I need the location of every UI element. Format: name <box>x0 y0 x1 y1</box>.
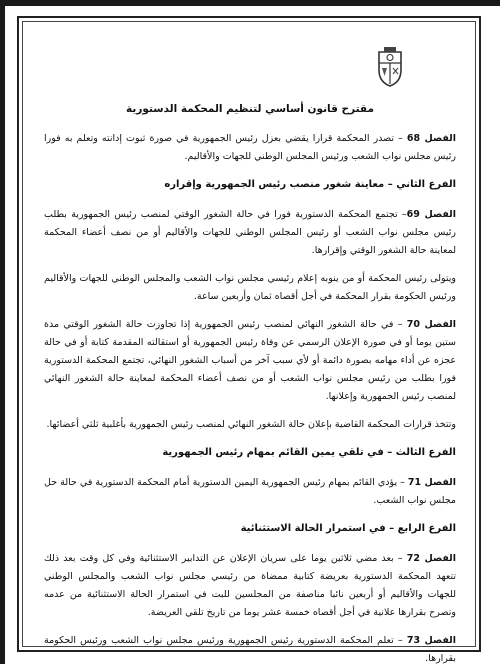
paragraph-text: – في حالة الشغور النهائي لمنصب رئيس الجمهورية إذا تجاوزت حالة الشغور الوقتي مدة ستين يوما أو في صورة الإعلان الرسمي عن وفاة رئيس الجمهورية أو استقالته المقدمة كتابة أو في حالة عجزه عن أداء مهامه بصورة دائمة أو لأي سبب آخر من أسباب الشغور النهائي، تجتمع المحكمة الدستورية فورا بطلب من رئيس مجلس نواب الشعب أو من نصف أعضاء المحكمة لمعاينة حالة الشغور النهائي لمنصب رئيس الجمهورية وإعلانها. <box>44 319 456 402</box>
article-paragraph <box>44 206 456 260</box>
scan-edge-top <box>0 0 500 6</box>
article-label: الفصل 69 <box>406 209 456 220</box>
paragraph-text: – تصدر المحكمة قرارا يقضي بعزل رئيس الجمهورية في صورة ثبوت إدانته وتعلم به فورا رئيس مجلس نواب الشعب ورئيس المجلس الوطني للجهات والأقاليم. <box>44 133 456 162</box>
paragraph <box>44 270 456 306</box>
article-label: الفصل 70 <box>406 319 457 330</box>
article-label: الفصل 71 <box>407 477 456 488</box>
document-blocks <box>44 130 456 664</box>
document-title: مقترح قانون أساسي لتنظيم المحكمة الدستورية <box>126 103 374 115</box>
tunisia-coat-of-arms-icon <box>375 46 405 88</box>
scan-edge-left <box>0 0 5 664</box>
paragraph-text: – تجتمع المحكمة الدستورية فورا في حالة الشغور الوقتي لمنصب رئيس الجمهورية بطلب رئيس مجلس نواب الشعب أو رئيس المجلس الوطني للجهات والأقاليم أو من نصف أعضاء المحكمة لمعاينة حالة الشغور الوقتي وإقرارها. <box>44 209 456 256</box>
section-heading: الفرع الرابع – في استمرار الحالة الاستثنائية <box>240 523 456 534</box>
paragraph-text: – تعلم المحكمة الدستورية رئيس الجمهورية ورئيس مجلس نواب الشعب ورئيس الحكومة بقرارها. <box>44 635 456 664</box>
document-body <box>44 100 456 664</box>
paragraph <box>44 416 456 434</box>
paragraph-text: ويتولى رئيس المحكمة أو من ينوبه إعلام رئيسي مجلس نواب الشعب والمجلس الوطني للجهات والأقاليم ورئيس الحكومة بقرار المحكمة في أجل أقصاه ثمان وأربعين ساعة. <box>44 273 456 302</box>
section-heading: الفرع الثاني – معاينة شغور منصب رئيس الجمهورية وإقراره <box>164 179 456 190</box>
article-paragraph <box>44 316 456 406</box>
paragraph-text: وتتخذ قرارات المحكمة القاضية بإعلان حالة الشغور النهائي لمنصب رئيس الجمهورية بأغلبية ثلثي أعضائها. <box>46 419 456 430</box>
article-paragraph <box>44 632 456 664</box>
article-label: الفصل 72 <box>406 553 456 564</box>
article-label: الفصل 68 <box>406 133 456 144</box>
paragraph-text: – يؤدي القائم بمهام رئيس الجمهورية اليمين الدستورية أمام المحكمة الدستورية في حالة حل مجلس نواب الشعب. <box>44 477 456 506</box>
article-label: الفصل 73 <box>406 635 456 646</box>
article-paragraph <box>44 550 456 622</box>
article-paragraph <box>44 474 456 510</box>
section-heading: الفرع الثالث – في تلقي يمين القائم بمهام رئيس الجمهورية <box>162 447 456 458</box>
article-paragraph <box>44 130 456 166</box>
paragraph-text: – بعد مضي ثلاثين يوما على سريان الإعلان عن التدابير الاستثنائية وفي كل وقت بعد ذلك تتعهد المحكمة الدستورية بعريضة كتابية ممضاة من رئيسي مجلس نواب الشعب والمجلس الوطني للجهات والأقاليم أو أربعين نائبا مناصفة من المجلسين للبت في استمرار الحالة الاستثنائية من عدمه وتصرح بقرارها علانية في أجل أقصاه خمسة عشر يوما من تاريخ تلقي العريضة. <box>44 553 456 618</box>
